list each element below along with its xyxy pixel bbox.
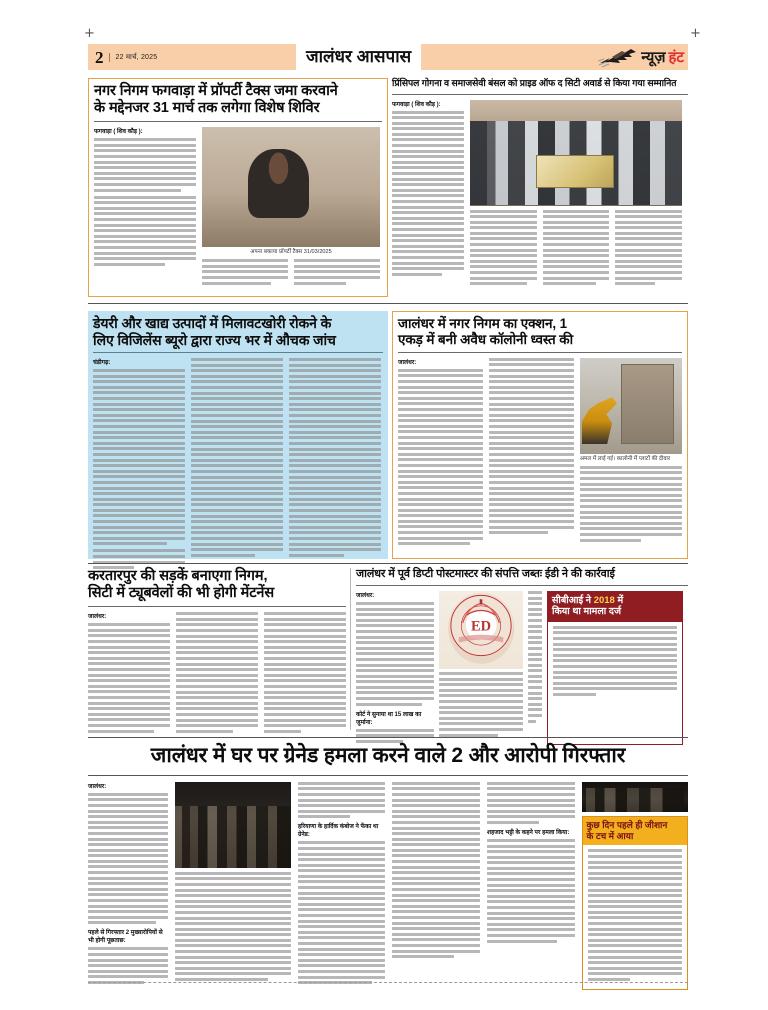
vigilance-byline: चंडीगढ़: xyxy=(93,360,111,367)
property-tax-caption: अपना बकाया प्रॉपर्टी टैक्स 31/03/2025 xyxy=(250,249,332,256)
article-kartarpur-roads xyxy=(88,568,346,733)
ed-body-column xyxy=(356,591,434,745)
sidebar-cbi-body xyxy=(548,622,682,704)
body-column xyxy=(439,672,523,737)
headline-divider xyxy=(88,775,688,776)
section-title: जालंधर आसपास xyxy=(296,44,421,70)
pride-of-city-headline: प्रिंसिपल गोगना व समाजसेवी बंसल को प्राइड ऑफ द सिटी अवार्ड से किया गया सम्मानित xyxy=(392,78,677,88)
body-column xyxy=(470,210,537,288)
body-column xyxy=(489,358,574,549)
headline-divider xyxy=(356,585,688,586)
ed-media-column xyxy=(439,591,523,745)
body-column xyxy=(175,872,291,981)
body-column xyxy=(615,210,682,288)
sidebar-zeeshan-head-line2: के टच में आया xyxy=(586,830,634,841)
pride-of-city-byline: फगवाड़ा ( शिव कौड़ ): xyxy=(392,101,441,108)
body-paragraph xyxy=(93,369,185,545)
grenade-body-column-2 xyxy=(298,782,386,990)
kartarpur-body-column xyxy=(88,612,170,735)
illegal-colony-caption: अमल में लाई गई। कालोनी में प्लाटों की दीवार xyxy=(579,455,671,462)
illegal-colony-headline-line2: एकड़ में बनी अवैध कॉलोनी ध्वस्त की xyxy=(398,331,574,347)
body-column xyxy=(528,591,542,745)
sidebar-zeeshan xyxy=(582,816,689,990)
sidebar-zeeshan-body xyxy=(583,845,688,988)
grenade-subhead-2: हरियाणा के हार्दिक कंबोज ने फेंका था ग्रेनेड: xyxy=(297,824,379,839)
column-divider xyxy=(350,568,351,730)
article-property-tax xyxy=(88,78,388,297)
body-paragraph xyxy=(93,549,185,569)
ed-seizure-byline: जालंधर: xyxy=(356,592,375,599)
kartarpur-byline: जालंधर: xyxy=(88,614,107,621)
demolition-excavator-photo xyxy=(580,358,682,454)
sidebar-cbi-header xyxy=(548,592,682,622)
ed-seal-icon xyxy=(448,593,514,664)
accused-night-photo xyxy=(582,782,689,812)
grenade-media-column-1 xyxy=(175,782,291,990)
headline-divider xyxy=(94,121,382,122)
grenade-attack-headline: जालंधर में घर पर ग्रेनेड हमला करने वाले 2 और आरोपी गिरफ्तार xyxy=(150,744,626,767)
kartarpur-headline-line2: सिटी में ट्यूबवेलों की भी होगी मेंटनेंस xyxy=(88,585,275,602)
body-column xyxy=(580,466,682,542)
illegal-colony-media-column xyxy=(580,358,682,549)
section-divider xyxy=(88,737,688,738)
grenade-subhead-1: पहले से गिरफ्तार 2 मुख्यारोपियों से भी होगी पूछताछ: xyxy=(88,930,163,945)
brand-logo xyxy=(598,44,684,70)
body-paragraph xyxy=(94,138,196,191)
sidebar-cbi xyxy=(547,591,683,745)
ed-seizure-headline: जालंधर में पूर्व डिप्टी पोस्टमास्टर की संपत्ति जब्तः ईडी ने की कार्रवाई xyxy=(356,568,615,580)
body-column xyxy=(264,612,346,735)
article-ed-seizure xyxy=(356,568,688,733)
grenade-sidebar-column xyxy=(582,782,689,990)
article-grenade-attack xyxy=(88,744,688,974)
article-vigilance xyxy=(88,311,388,559)
vigilance-body-column xyxy=(93,358,185,573)
body-column xyxy=(191,358,283,573)
page-number: 2 xyxy=(95,47,104,67)
eagle-icon xyxy=(598,46,638,68)
sidebar-cbi-head-line2: किया था मामला दर्ज xyxy=(552,606,621,618)
illegal-colony-headline-line1: जालंधर में नगर निगम का एक्शन, 1 xyxy=(398,316,568,331)
municipal-officer-photo xyxy=(202,127,380,247)
property-tax-headline-line2: के मद्देनजर 31 मार्च तक लगेगा विशेष शिविर xyxy=(94,100,320,117)
ed-seizure-subhead: कोर्ट ने सुनाया था 15 लाख का जुर्माना: xyxy=(356,711,422,726)
sidebar-cbi-head-part3: में xyxy=(614,594,624,606)
sidebar-cbi-head-year: 2018 xyxy=(593,594,615,606)
grenade-subhead-3: शहजाद भट्टी के कहने पर हमला किया: xyxy=(486,829,570,836)
ed-emblem-photo xyxy=(439,591,523,669)
grenade-attack-byline: जालंधर: xyxy=(88,783,107,790)
property-tax-body-column xyxy=(94,127,196,287)
headline-divider xyxy=(398,352,682,353)
sidebar-zeeshan-header xyxy=(583,817,688,846)
body-paragraph xyxy=(392,111,464,276)
police-night-arrest-photo xyxy=(175,782,291,868)
bottom-trim-line xyxy=(88,982,688,983)
publication-date: 22 मार्च, 2025 xyxy=(109,53,158,62)
masthead xyxy=(88,44,688,70)
body-column xyxy=(176,612,258,735)
article-illegal-colony xyxy=(392,311,688,559)
registration-mark-top-right: + xyxy=(690,26,701,41)
kartarpur-headline-line1: करतारपुर की सड़कें बनाएगा निगम, xyxy=(88,568,268,584)
registration-mark-top-left: + xyxy=(84,26,95,41)
illegal-colony-body-column xyxy=(398,358,483,549)
vigilance-headline-line2: लिए विजिलेंस ब्यूरो द्वारा राज्य भर में औचक जांच xyxy=(93,331,336,348)
ed-emblem-svg xyxy=(448,593,514,659)
pride-media-column xyxy=(470,100,682,288)
vigilance-headline-line1: डेयरी और खाद्य उत्पादों में मिलावटखोरी रोकने के xyxy=(93,315,332,331)
pride-body-column xyxy=(392,100,464,288)
body-paragraph xyxy=(398,369,483,545)
brand-name-secondary: हंट xyxy=(668,48,684,66)
headline-divider xyxy=(93,352,383,353)
award-ceremony-photo xyxy=(470,100,682,206)
svg-text:ED: ED xyxy=(470,619,492,636)
body-column xyxy=(289,358,381,573)
body-paragraph xyxy=(94,196,196,266)
headline-divider xyxy=(392,94,688,95)
sidebar-cbi-head-part1: सीबीआई ने xyxy=(552,594,594,606)
grenade-body-column-1 xyxy=(88,782,168,990)
sidebar-zeeshan-head-line1: कुछ दिन पहले ही जीशान xyxy=(586,819,668,830)
body-column xyxy=(202,259,288,287)
property-tax-media-column xyxy=(202,127,380,287)
property-tax-byline: फगवाड़ा ( शिव कौड़ ): xyxy=(94,129,143,136)
grenade-body-column-3 xyxy=(392,782,480,990)
brand-name-primary: न्यूज़ xyxy=(641,48,666,66)
section-divider xyxy=(88,303,688,304)
section-divider xyxy=(88,563,688,564)
illegal-colony-byline: जालंधर: xyxy=(398,359,417,366)
grenade-body-column-4 xyxy=(487,782,575,990)
body-column xyxy=(294,259,380,287)
article-pride-of-city xyxy=(392,78,688,297)
headline-divider xyxy=(88,606,346,607)
body-column xyxy=(543,210,610,288)
property-tax-headline-line1: नगर निगम फगवाड़ा में प्रॉपर्टी टैक्स जमा करवाने xyxy=(94,83,338,99)
